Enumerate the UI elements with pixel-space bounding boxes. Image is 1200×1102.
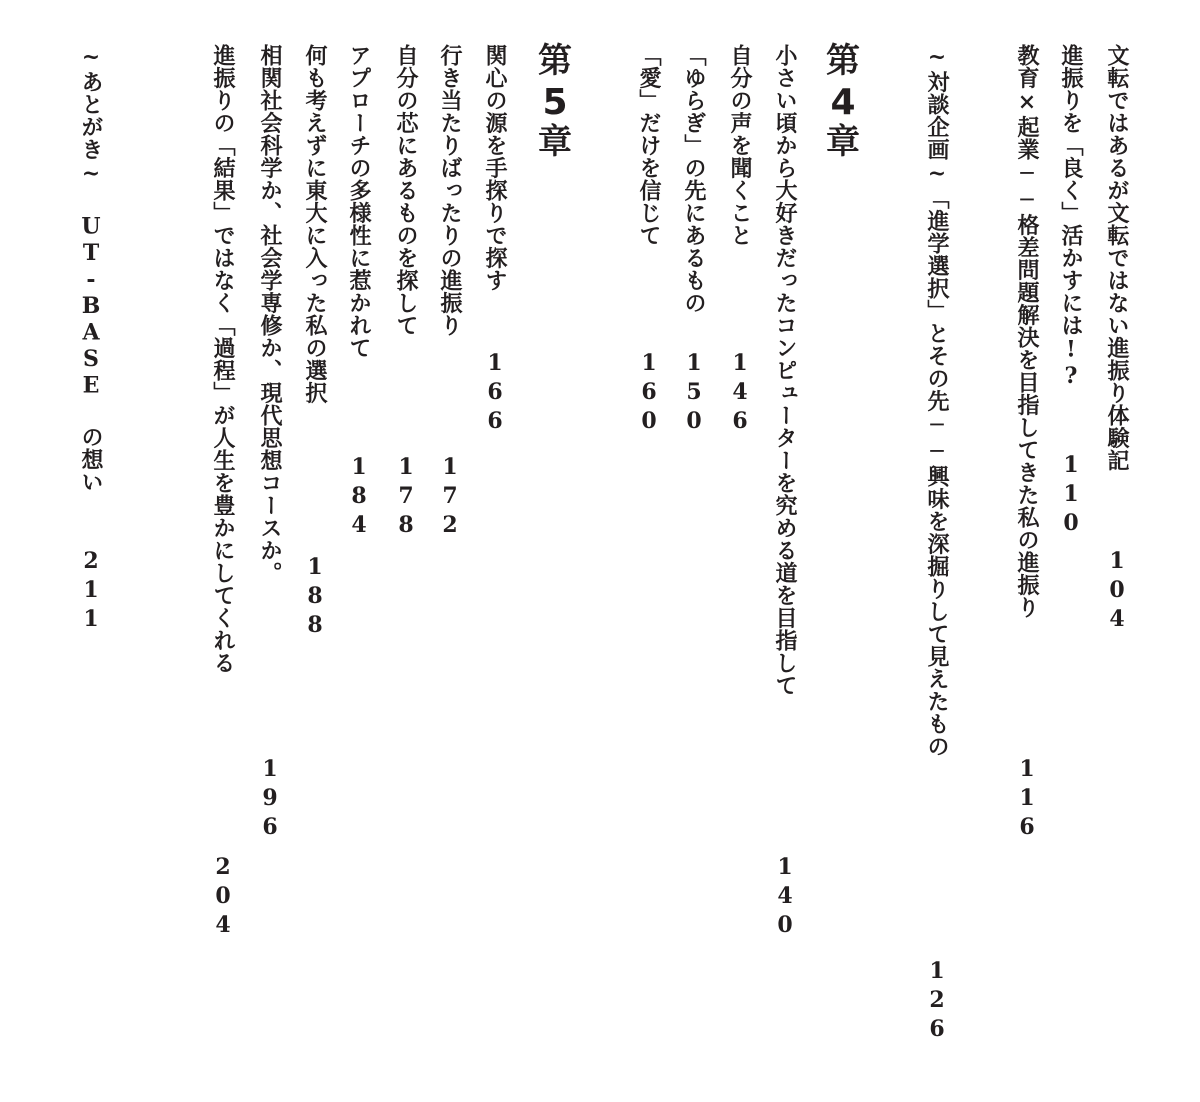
- toc-entry-page: 211: [78, 548, 104, 635]
- toc-entry-title: 「ゆらぎ」の先にあるもの: [681, 44, 707, 314]
- toc-entry-title: 何も考えずに東大に入った私の選択: [302, 44, 328, 404]
- chapter-heading: [535, 41, 575, 163]
- toc-entry-page: 104: [1104, 548, 1130, 635]
- chapter-prefix: 第: [826, 41, 860, 81]
- chapter-suffix: 章: [826, 122, 860, 163]
- toc-entry-title: 相関社会科学か、社会学専修か、現代思想コースか。: [257, 44, 283, 584]
- toc-entry-title: 小さい頃から大好きだったコンピューターを究める道を目指して: [772, 44, 798, 697]
- toc-entry-title: 自分の声を聞くこと: [727, 44, 753, 247]
- toc-entry-page: 166: [482, 350, 508, 437]
- toc-entry-page: 110: [1058, 452, 1084, 539]
- toc-entry-page: 126: [924, 958, 950, 1045]
- toc-entry-page: 160: [636, 350, 662, 437]
- toc-entry-title: 行き当たりばったりの進振り: [437, 44, 463, 337]
- toc-entry-title: 関心の源を手探りで探す: [482, 44, 508, 292]
- toc-entry-page: 196: [257, 756, 283, 843]
- toc-entry-title: ~あとがき~ UT-BASE の想い: [78, 44, 104, 493]
- toc-entry-page: 172: [437, 454, 463, 541]
- toc-entry-page: 146: [727, 350, 753, 437]
- chapter-number: 5: [542, 81, 568, 123]
- toc-entry-page: 140: [772, 854, 798, 941]
- toc-entry-page: 184: [346, 454, 372, 541]
- toc-entry-title: 「愛」だけを信じて: [636, 44, 662, 247]
- toc-entry-page: 188: [302, 554, 328, 641]
- toc-entry-page: 150: [681, 350, 707, 437]
- toc-entry-title: 進振りの「結果」ではなく「過程」が人生を豊かにしてくれる: [210, 44, 236, 674]
- toc-entry-page: 116: [1014, 756, 1040, 843]
- toc-entry-title: 自分の芯にあるものを探して: [393, 44, 419, 337]
- toc-entry-title: 進振りを「良く」活かすには!?: [1058, 44, 1084, 390]
- chapter-prefix: 第: [538, 41, 572, 81]
- toc-entry-title: ~対談企画~「進学選択」とその先──興味を深掘りして見えたもの: [924, 44, 950, 758]
- chapter-heading: [823, 41, 863, 163]
- toc-entry-title: 教育×起業──格差問題解決を目指してきた私の進振り: [1014, 44, 1040, 619]
- toc-entry-title: アプローチの多様性に惹かれて: [346, 44, 372, 359]
- toc-entry-page: 204: [210, 854, 236, 941]
- toc-entry-title: 文転ではあるが文転ではない進振り体験記: [1104, 44, 1130, 472]
- toc-entry-page: 178: [393, 454, 419, 541]
- chapter-number: 4: [830, 81, 856, 123]
- chapter-suffix: 章: [538, 122, 572, 163]
